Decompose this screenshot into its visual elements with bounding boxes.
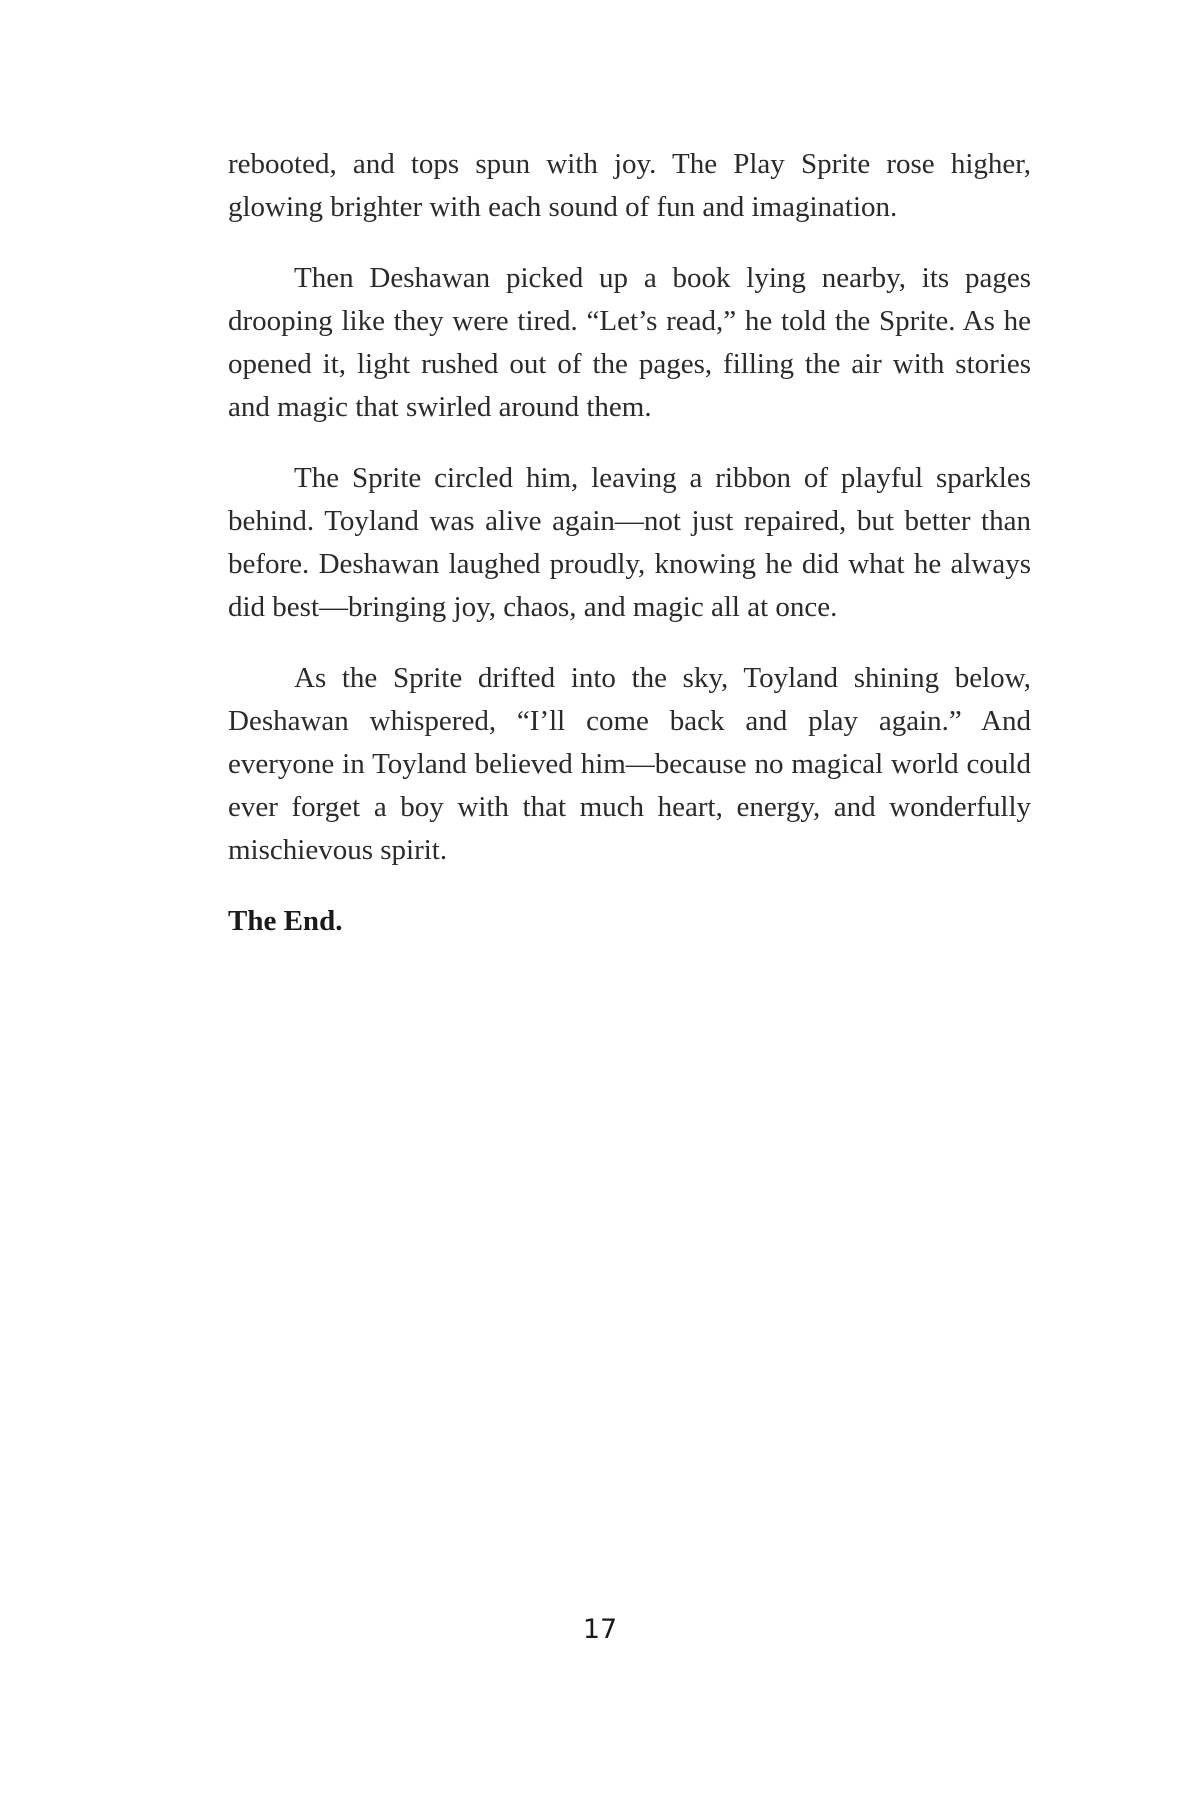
paragraph-farewell: As the Sprite drifted into the sky, Toyland shining below, Deshawan whispered, “I’ll come back and play again.” And everyone in Toyland believed him—because no magical world could ever forget a boy with that much heart, energy, and wonderfully mischievous spirit.	[228, 662, 1031, 866]
the-end-heading: The End.	[228, 905, 343, 937]
page-number: 17	[582, 1614, 618, 1645]
paragraph-book: Then Deshawan picked up a book lying nearby, its pages drooping like they were tired. “Let’s read,” he told the Sprite. As he opened it, light rushed out of the pages, filling the air with stories and magic that swirled around them.	[228, 262, 1031, 423]
paragraph-sprite-circles: The Sprite circled him, leaving a ribbon of playful sparkles behind. Toyland was alive again—not just repaired, but better than before. Deshawan laughed proudly, knowing he did what he always did best—bringing joy, chaos, and magic all at once.	[228, 462, 1031, 623]
story-text	[228, 143, 1031, 943]
paragraph-continued: rebooted, and tops spun with joy. The Play Sprite rose higher, glowing brighter with each sound of fun and imagination.	[228, 148, 1031, 223]
